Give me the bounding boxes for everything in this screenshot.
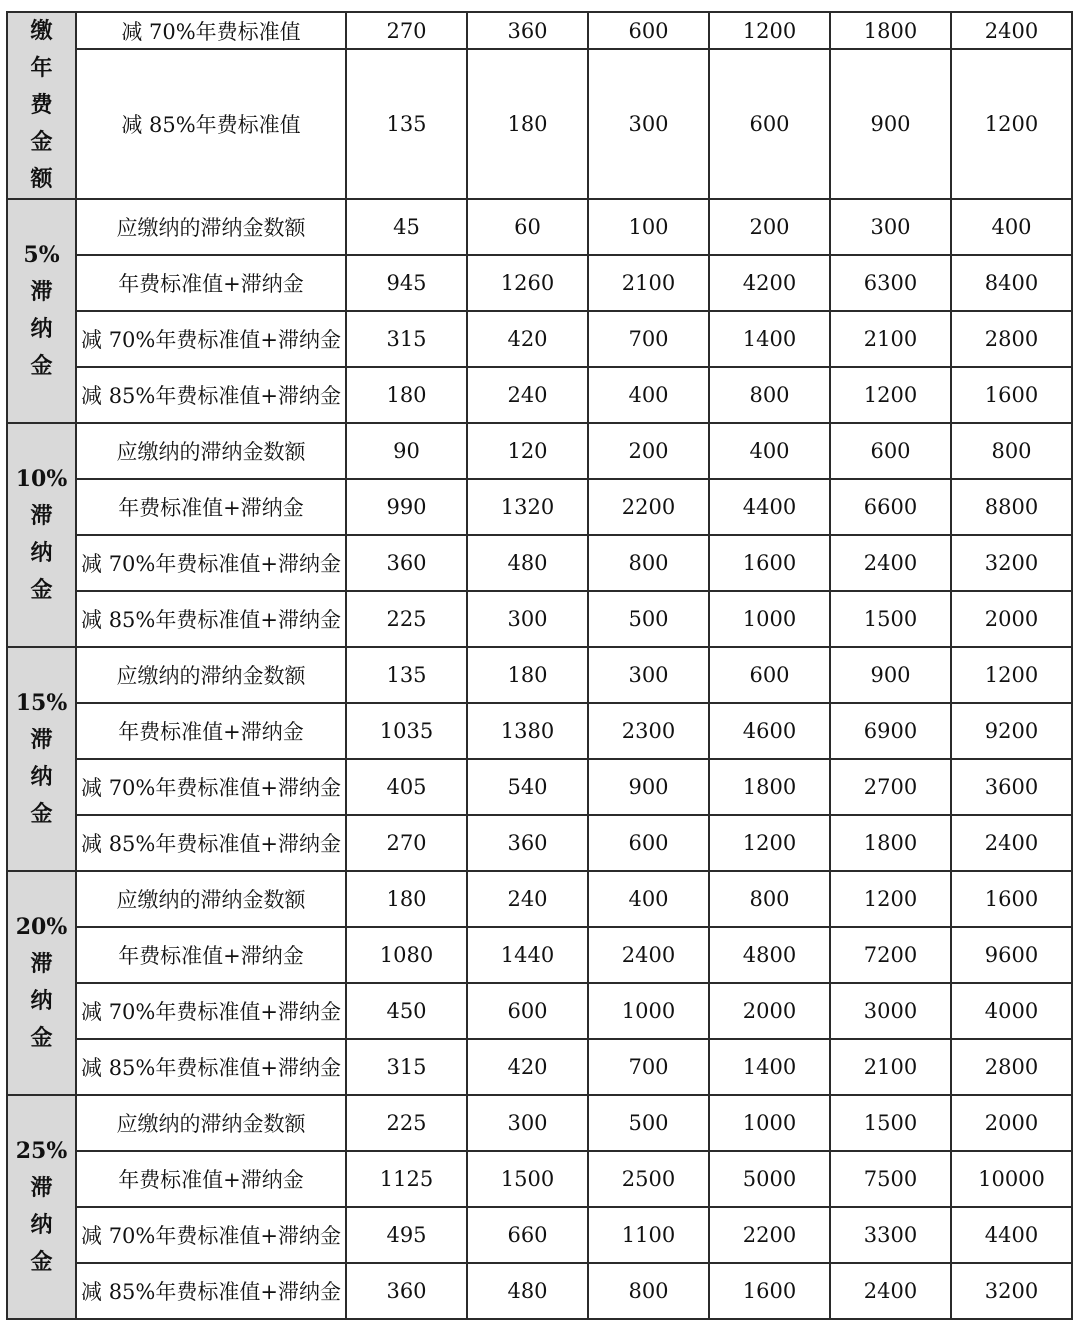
group-label-line: 费 bbox=[30, 92, 53, 118]
value-cell: 1800 bbox=[709, 759, 830, 815]
value-cell: 120 bbox=[467, 423, 588, 479]
value-cell: 4600 bbox=[709, 703, 830, 759]
group-label-line: 20% bbox=[15, 914, 68, 940]
value-cell: 7500 bbox=[830, 1151, 951, 1207]
value-cell: 400 bbox=[588, 871, 709, 927]
group-label-line: 金 bbox=[30, 1249, 53, 1275]
group-label-line: 纳 bbox=[30, 540, 53, 566]
row-label-cell: 减 85%年费标准值+滞纳金 bbox=[76, 591, 346, 647]
value-cell: 1320 bbox=[467, 479, 588, 535]
row-label-cell: 应缴纳的滞纳金数额 bbox=[76, 647, 346, 703]
value-cell: 240 bbox=[467, 367, 588, 423]
value-cell: 1600 bbox=[951, 871, 1072, 927]
group-label-line: 纳 bbox=[30, 1212, 53, 1238]
value-cell: 1200 bbox=[709, 12, 830, 49]
value-cell: 800 bbox=[709, 367, 830, 423]
value-cell: 400 bbox=[709, 423, 830, 479]
value-cell: 660 bbox=[467, 1207, 588, 1263]
value-cell: 480 bbox=[467, 1263, 588, 1319]
value-cell: 1500 bbox=[830, 591, 951, 647]
value-cell: 1080 bbox=[346, 927, 467, 983]
value-cell: 1500 bbox=[467, 1151, 588, 1207]
value-cell: 90 bbox=[346, 423, 467, 479]
row-label-cell: 减 85%年费标准值+滞纳金 bbox=[76, 1263, 346, 1319]
group-label-line: 15% bbox=[15, 690, 68, 716]
value-cell: 9600 bbox=[951, 927, 1072, 983]
value-cell: 700 bbox=[588, 311, 709, 367]
group-label-cell bbox=[7, 12, 76, 199]
table-row bbox=[7, 535, 1072, 591]
value-cell: 1400 bbox=[709, 311, 830, 367]
value-cell: 300 bbox=[588, 647, 709, 703]
value-cell: 600 bbox=[709, 49, 830, 199]
value-cell: 1500 bbox=[830, 1095, 951, 1151]
table-row bbox=[7, 1151, 1072, 1207]
table-row bbox=[7, 871, 1072, 927]
value-cell: 800 bbox=[951, 423, 1072, 479]
value-cell: 540 bbox=[467, 759, 588, 815]
group-label-line: 10% bbox=[15, 466, 68, 492]
fee-table bbox=[6, 11, 1073, 1320]
value-cell: 400 bbox=[588, 367, 709, 423]
value-cell: 500 bbox=[588, 1095, 709, 1151]
value-cell: 1400 bbox=[709, 1039, 830, 1095]
value-cell: 1125 bbox=[346, 1151, 467, 1207]
value-cell: 420 bbox=[467, 1039, 588, 1095]
value-cell: 180 bbox=[467, 647, 588, 703]
value-cell: 360 bbox=[467, 12, 588, 49]
value-cell: 1600 bbox=[709, 1263, 830, 1319]
value-cell: 240 bbox=[467, 871, 588, 927]
value-cell: 900 bbox=[830, 647, 951, 703]
table-row bbox=[7, 1263, 1072, 1319]
value-cell: 2800 bbox=[951, 1039, 1072, 1095]
table-row bbox=[7, 815, 1072, 871]
value-cell: 135 bbox=[346, 49, 467, 199]
table-row bbox=[7, 479, 1072, 535]
value-cell: 800 bbox=[588, 535, 709, 591]
value-cell: 200 bbox=[709, 199, 830, 255]
value-cell: 45 bbox=[346, 199, 467, 255]
value-cell: 600 bbox=[709, 647, 830, 703]
group-label-line: 纳 bbox=[30, 764, 53, 790]
value-cell: 2300 bbox=[588, 703, 709, 759]
value-cell: 1440 bbox=[467, 927, 588, 983]
value-cell: 8800 bbox=[951, 479, 1072, 535]
row-label-cell: 应缴纳的滞纳金数额 bbox=[76, 871, 346, 927]
group-label-cell bbox=[7, 647, 76, 871]
value-cell: 1200 bbox=[830, 367, 951, 423]
table-row bbox=[7, 983, 1072, 1039]
value-cell: 2200 bbox=[588, 479, 709, 535]
value-cell: 360 bbox=[346, 535, 467, 591]
value-cell: 5000 bbox=[709, 1151, 830, 1207]
group-label-line: 金 bbox=[30, 1025, 53, 1051]
value-cell: 270 bbox=[346, 815, 467, 871]
row-label-cell: 减 70%年费标准值+滞纳金 bbox=[76, 311, 346, 367]
group-label-line: 25% bbox=[15, 1138, 68, 1164]
value-cell: 4000 bbox=[951, 983, 1072, 1039]
value-cell: 1000 bbox=[588, 983, 709, 1039]
group-label-cell bbox=[7, 423, 76, 647]
table-row bbox=[7, 311, 1072, 367]
value-cell: 6600 bbox=[830, 479, 951, 535]
table-row bbox=[7, 1039, 1072, 1095]
value-cell: 360 bbox=[467, 815, 588, 871]
value-cell: 600 bbox=[588, 12, 709, 49]
group-label-line: 纳 bbox=[30, 988, 53, 1014]
value-cell: 300 bbox=[467, 1095, 588, 1151]
value-cell: 400 bbox=[951, 199, 1072, 255]
row-label-cell: 减 85%年费标准值+滞纳金 bbox=[76, 1039, 346, 1095]
value-cell: 1000 bbox=[709, 591, 830, 647]
value-cell: 8400 bbox=[951, 255, 1072, 311]
value-cell: 3200 bbox=[951, 535, 1072, 591]
table-row bbox=[7, 927, 1072, 983]
value-cell: 6900 bbox=[830, 703, 951, 759]
group-label-cell bbox=[7, 199, 76, 423]
value-cell: 7200 bbox=[830, 927, 951, 983]
table-row bbox=[7, 12, 1072, 49]
row-label-cell: 减 70%年费标准值+滞纳金 bbox=[76, 759, 346, 815]
value-cell: 1600 bbox=[709, 535, 830, 591]
group-label-line: 5% bbox=[23, 242, 60, 268]
row-label-cell: 减 85%年费标准值 bbox=[76, 49, 346, 199]
value-cell: 2200 bbox=[709, 1207, 830, 1263]
group-label-line: 纳 bbox=[30, 316, 53, 342]
value-cell: 420 bbox=[467, 311, 588, 367]
value-cell: 2800 bbox=[951, 311, 1072, 367]
value-cell: 60 bbox=[467, 199, 588, 255]
value-cell: 270 bbox=[346, 12, 467, 49]
value-cell: 200 bbox=[588, 423, 709, 479]
value-cell: 3600 bbox=[951, 759, 1072, 815]
value-cell: 2000 bbox=[951, 591, 1072, 647]
row-label-cell: 年费标准值+滞纳金 bbox=[76, 1151, 346, 1207]
value-cell: 1200 bbox=[951, 647, 1072, 703]
value-cell: 6300 bbox=[830, 255, 951, 311]
value-cell: 600 bbox=[467, 983, 588, 1039]
table-row bbox=[7, 591, 1072, 647]
value-cell: 2100 bbox=[588, 255, 709, 311]
value-cell: 4400 bbox=[709, 479, 830, 535]
value-cell: 2100 bbox=[830, 311, 951, 367]
table-row bbox=[7, 1095, 1072, 1151]
value-cell: 495 bbox=[346, 1207, 467, 1263]
value-cell: 360 bbox=[346, 1263, 467, 1319]
value-cell: 480 bbox=[467, 535, 588, 591]
group-label-cell bbox=[7, 871, 76, 1095]
row-label-cell: 减 70%年费标准值+滞纳金 bbox=[76, 535, 346, 591]
table-row bbox=[7, 199, 1072, 255]
value-cell: 135 bbox=[346, 647, 467, 703]
value-cell: 1380 bbox=[467, 703, 588, 759]
value-cell: 10000 bbox=[951, 1151, 1072, 1207]
group-label-line: 金 bbox=[30, 577, 53, 603]
value-cell: 300 bbox=[467, 591, 588, 647]
group-label-line: 滞 bbox=[30, 1175, 53, 1201]
value-cell: 3000 bbox=[830, 983, 951, 1039]
group-label-line: 滞 bbox=[30, 503, 53, 529]
row-label-cell: 减 70%年费标准值 bbox=[76, 12, 346, 49]
value-cell: 1000 bbox=[709, 1095, 830, 1151]
value-cell: 700 bbox=[588, 1039, 709, 1095]
value-cell: 1200 bbox=[830, 871, 951, 927]
value-cell: 2100 bbox=[830, 1039, 951, 1095]
value-cell: 2400 bbox=[951, 815, 1072, 871]
value-cell: 500 bbox=[588, 591, 709, 647]
group-label-line: 金 bbox=[30, 353, 53, 379]
table-row bbox=[7, 1207, 1072, 1263]
value-cell: 1260 bbox=[467, 255, 588, 311]
group-label-cell bbox=[7, 1095, 76, 1319]
value-cell: 300 bbox=[830, 199, 951, 255]
group-label-line: 金 bbox=[30, 801, 53, 827]
value-cell: 2000 bbox=[951, 1095, 1072, 1151]
table-row bbox=[7, 647, 1072, 703]
value-cell: 800 bbox=[588, 1263, 709, 1319]
value-cell: 945 bbox=[346, 255, 467, 311]
value-cell: 300 bbox=[588, 49, 709, 199]
row-label-cell: 年费标准值+滞纳金 bbox=[76, 255, 346, 311]
row-label-cell: 减 70%年费标准值+滞纳金 bbox=[76, 1207, 346, 1263]
group-label-line: 额 bbox=[30, 166, 53, 192]
row-label-cell: 年费标准值+滞纳金 bbox=[76, 703, 346, 759]
row-label-cell: 减 85%年费标准值+滞纳金 bbox=[76, 815, 346, 871]
value-cell: 2500 bbox=[588, 1151, 709, 1207]
value-cell: 180 bbox=[467, 49, 588, 199]
value-cell: 1800 bbox=[830, 815, 951, 871]
group-label-line: 滞 bbox=[30, 279, 53, 305]
value-cell: 900 bbox=[830, 49, 951, 199]
value-cell: 1100 bbox=[588, 1207, 709, 1263]
value-cell: 315 bbox=[346, 1039, 467, 1095]
value-cell: 180 bbox=[346, 367, 467, 423]
row-label-cell: 应缴纳的滞纳金数额 bbox=[76, 199, 346, 255]
table-row bbox=[7, 703, 1072, 759]
value-cell: 2400 bbox=[830, 535, 951, 591]
value-cell: 1200 bbox=[951, 49, 1072, 199]
row-label-cell: 应缴纳的滞纳金数额 bbox=[76, 423, 346, 479]
table-row bbox=[7, 423, 1072, 479]
value-cell: 9200 bbox=[951, 703, 1072, 759]
table-row bbox=[7, 759, 1072, 815]
value-cell: 4400 bbox=[951, 1207, 1072, 1263]
value-cell: 4200 bbox=[709, 255, 830, 311]
value-cell: 990 bbox=[346, 479, 467, 535]
table-row bbox=[7, 49, 1072, 199]
value-cell: 1200 bbox=[709, 815, 830, 871]
group-label-line: 金 bbox=[30, 129, 53, 155]
value-cell: 600 bbox=[588, 815, 709, 871]
row-label-cell: 年费标准值+滞纳金 bbox=[76, 479, 346, 535]
value-cell: 4800 bbox=[709, 927, 830, 983]
table-row bbox=[7, 255, 1072, 311]
row-label-cell: 应缴纳的滞纳金数额 bbox=[76, 1095, 346, 1151]
value-cell: 180 bbox=[346, 871, 467, 927]
group-label-line: 年 bbox=[30, 55, 53, 81]
value-cell: 3200 bbox=[951, 1263, 1072, 1319]
value-cell: 2700 bbox=[830, 759, 951, 815]
value-cell: 2400 bbox=[588, 927, 709, 983]
value-cell: 1600 bbox=[951, 367, 1072, 423]
value-cell: 3300 bbox=[830, 1207, 951, 1263]
row-label-cell: 年费标准值+滞纳金 bbox=[76, 927, 346, 983]
row-label-cell: 减 85%年费标准值+滞纳金 bbox=[76, 367, 346, 423]
value-cell: 225 bbox=[346, 1095, 467, 1151]
value-cell: 405 bbox=[346, 759, 467, 815]
value-cell: 2400 bbox=[951, 12, 1072, 49]
value-cell: 315 bbox=[346, 311, 467, 367]
value-cell: 1035 bbox=[346, 703, 467, 759]
row-label-cell: 减 70%年费标准值+滞纳金 bbox=[76, 983, 346, 1039]
group-label-line: 滞 bbox=[30, 727, 53, 753]
value-cell: 225 bbox=[346, 591, 467, 647]
value-cell: 100 bbox=[588, 199, 709, 255]
value-cell: 1800 bbox=[830, 12, 951, 49]
table-row bbox=[7, 367, 1072, 423]
value-cell: 450 bbox=[346, 983, 467, 1039]
value-cell: 800 bbox=[709, 871, 830, 927]
group-label-line: 滞 bbox=[30, 951, 53, 977]
group-label-line: 缴 bbox=[30, 18, 53, 44]
fee-table-body bbox=[7, 12, 1072, 1319]
value-cell: 2400 bbox=[830, 1263, 951, 1319]
value-cell: 600 bbox=[830, 423, 951, 479]
value-cell: 900 bbox=[588, 759, 709, 815]
value-cell: 2000 bbox=[709, 983, 830, 1039]
